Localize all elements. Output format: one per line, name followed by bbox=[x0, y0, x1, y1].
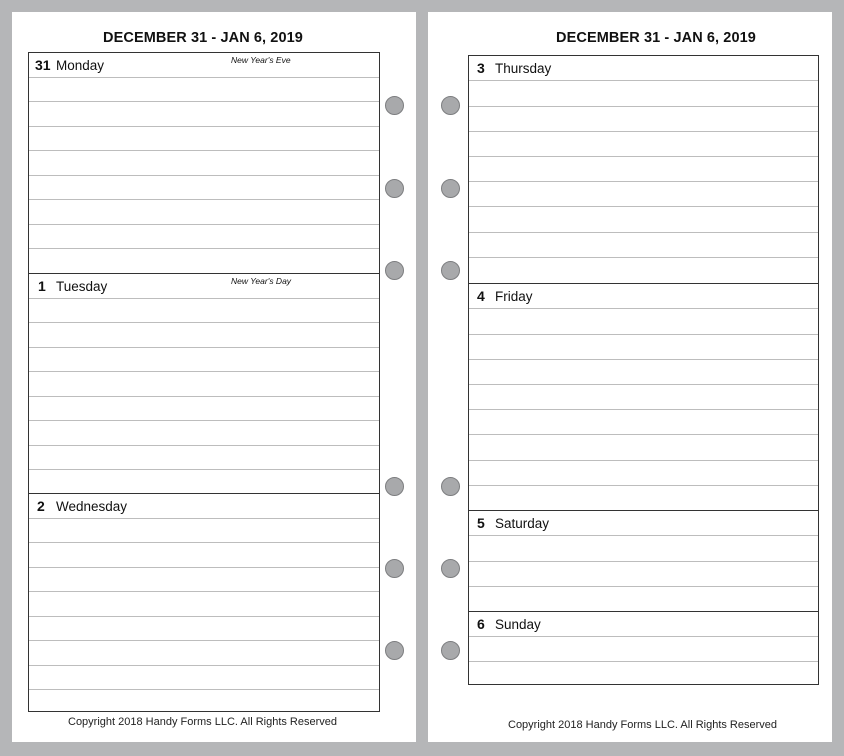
writing-line bbox=[29, 689, 379, 690]
holiday-label: New Year's Day bbox=[231, 276, 292, 286]
writing-line bbox=[469, 359, 818, 360]
writing-line bbox=[469, 409, 818, 410]
day-block-monday[interactable] bbox=[29, 53, 379, 273]
page-title: DECEMBER 31 - JAN 6, 2019 bbox=[103, 30, 303, 46]
day-header bbox=[29, 53, 379, 77]
day-number: 2 bbox=[37, 498, 45, 514]
day-name: Tuesday bbox=[56, 279, 108, 294]
writing-line bbox=[29, 224, 379, 225]
writing-line bbox=[29, 616, 379, 617]
day-block-friday[interactable] bbox=[469, 283, 818, 510]
writing-line bbox=[469, 485, 818, 486]
writing-line bbox=[469, 561, 818, 562]
writing-line bbox=[29, 101, 379, 102]
writing-line bbox=[469, 434, 818, 435]
writing-line bbox=[469, 80, 818, 81]
binder-hole bbox=[441, 477, 460, 496]
day-block-tuesday[interactable] bbox=[29, 273, 379, 493]
writing-line bbox=[29, 175, 379, 176]
writing-line bbox=[469, 181, 818, 182]
writing-line bbox=[29, 420, 379, 421]
binder-hole bbox=[385, 261, 404, 280]
day-number: 1 bbox=[38, 278, 46, 294]
writing-line bbox=[29, 567, 379, 568]
right-page bbox=[428, 12, 832, 742]
writing-line bbox=[469, 206, 818, 207]
day-number: 31 bbox=[35, 57, 51, 73]
writing-line bbox=[29, 150, 379, 151]
writing-line bbox=[29, 640, 379, 641]
day-block-thursday[interactable] bbox=[469, 56, 818, 283]
binder-hole bbox=[441, 96, 460, 115]
day-header bbox=[469, 612, 818, 636]
binder-hole bbox=[441, 179, 460, 198]
writing-line bbox=[469, 586, 818, 587]
day-name: Wednesday bbox=[56, 499, 128, 514]
writing-line bbox=[29, 371, 379, 372]
day-name: Sunday bbox=[495, 617, 541, 632]
writing-line bbox=[469, 535, 818, 536]
writing-line bbox=[29, 591, 379, 592]
writing-line bbox=[469, 460, 818, 461]
copyright-notice: Copyright 2018 Handy Forms LLC. All Rights Reserved bbox=[508, 719, 778, 731]
writing-line bbox=[469, 636, 818, 637]
writing-line bbox=[469, 384, 818, 385]
copyright-notice: Copyright 2018 Handy Forms LLC. All Rights Reserved bbox=[68, 716, 338, 728]
writing-line bbox=[469, 334, 818, 335]
writing-line bbox=[29, 396, 379, 397]
binder-hole bbox=[385, 641, 404, 660]
writing-line bbox=[469, 308, 818, 309]
day-header bbox=[469, 511, 818, 535]
binder-hole bbox=[441, 559, 460, 578]
day-header bbox=[29, 494, 379, 518]
writing-line bbox=[469, 257, 818, 258]
writing-line bbox=[29, 248, 379, 249]
writing-line bbox=[29, 665, 379, 666]
writing-line bbox=[29, 469, 379, 470]
writing-line bbox=[469, 106, 818, 107]
writing-line bbox=[469, 156, 818, 157]
binder-hole bbox=[385, 96, 404, 115]
binder-hole bbox=[385, 179, 404, 198]
writing-line bbox=[29, 126, 379, 127]
day-grid bbox=[468, 55, 819, 685]
day-header bbox=[29, 274, 379, 298]
day-name: Thursday bbox=[495, 61, 552, 76]
day-number: 6 bbox=[477, 616, 485, 632]
day-header bbox=[469, 56, 818, 80]
writing-line bbox=[29, 542, 379, 543]
day-number: 5 bbox=[477, 515, 485, 531]
day-name: Friday bbox=[495, 289, 533, 304]
day-number: 4 bbox=[477, 288, 485, 304]
writing-line bbox=[29, 445, 379, 446]
holiday-label: New Year's Eve bbox=[231, 55, 291, 65]
writing-line bbox=[469, 661, 818, 662]
binder-hole bbox=[385, 559, 404, 578]
writing-line bbox=[29, 298, 379, 299]
binder-hole bbox=[385, 477, 404, 496]
writing-line bbox=[29, 322, 379, 323]
day-header bbox=[469, 284, 818, 308]
writing-line bbox=[29, 199, 379, 200]
day-grid bbox=[28, 52, 380, 712]
left-page bbox=[12, 12, 416, 742]
day-block-saturday[interactable] bbox=[469, 510, 818, 611]
day-name: Monday bbox=[56, 58, 105, 73]
binder-hole bbox=[441, 261, 460, 280]
binder-hole bbox=[441, 641, 460, 660]
writing-line bbox=[29, 77, 379, 78]
writing-line bbox=[29, 518, 379, 519]
writing-line bbox=[469, 232, 818, 233]
day-block-wednesday[interactable] bbox=[29, 493, 379, 711]
writing-line bbox=[29, 347, 379, 348]
page-title: DECEMBER 31 - JAN 6, 2019 bbox=[556, 30, 756, 46]
day-number: 3 bbox=[477, 60, 485, 76]
writing-line bbox=[469, 131, 818, 132]
day-block-sunday[interactable] bbox=[469, 611, 818, 684]
day-name: Saturday bbox=[495, 516, 550, 531]
